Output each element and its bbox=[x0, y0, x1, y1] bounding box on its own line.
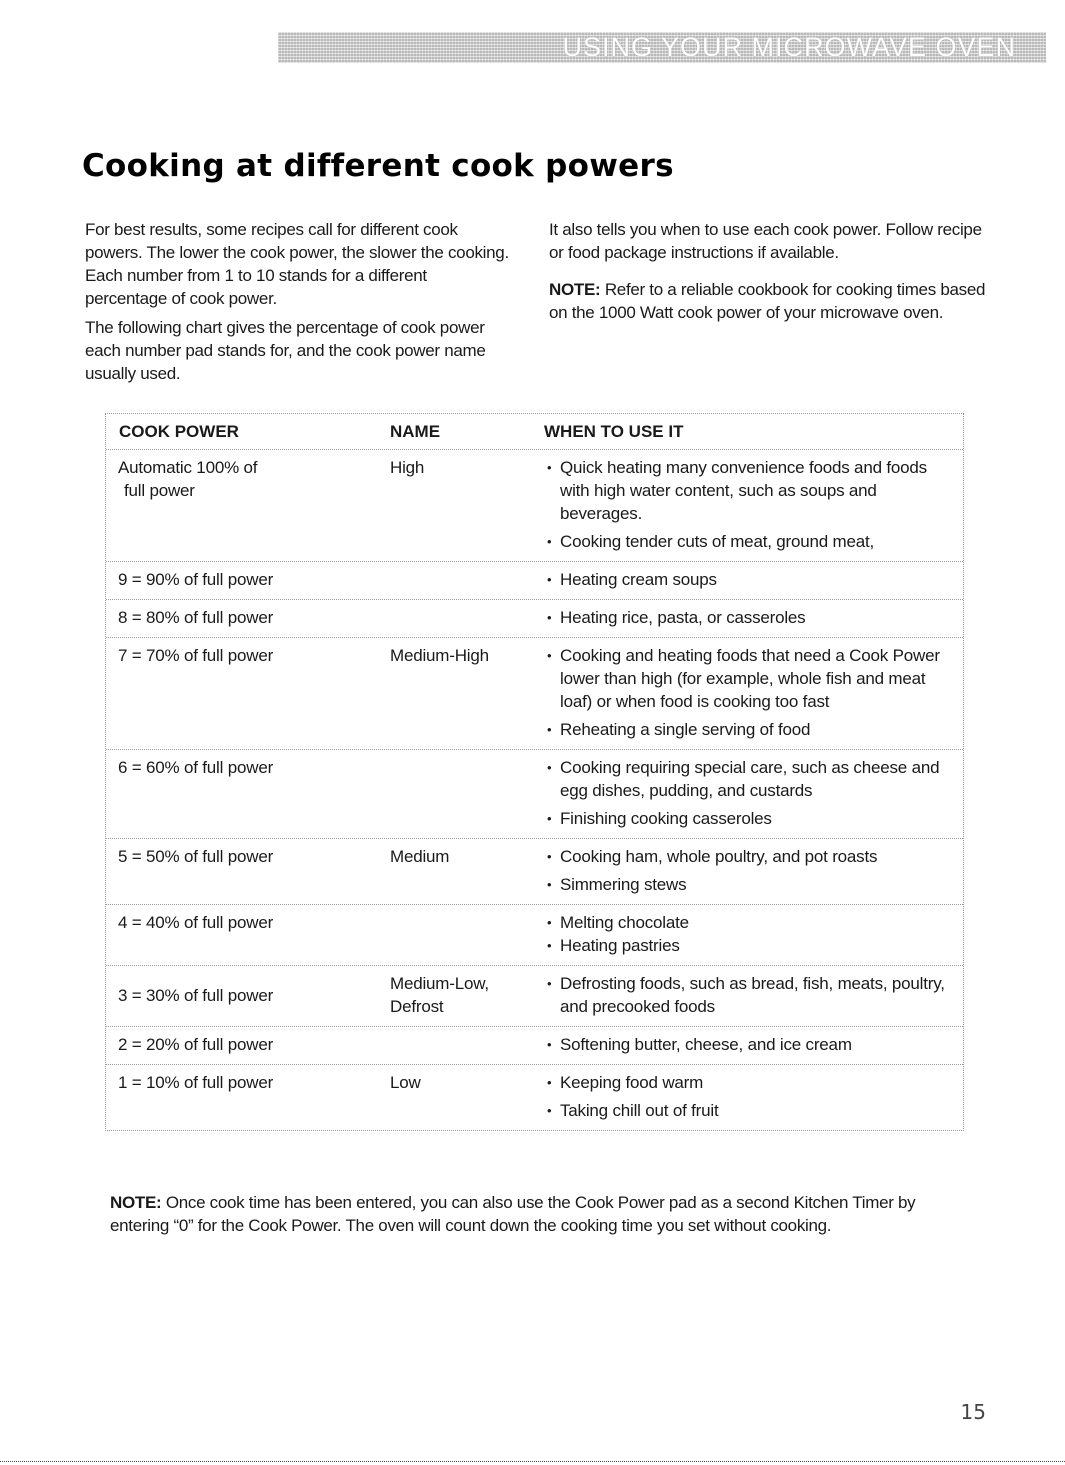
power-name-text: Medium-Low, bbox=[390, 974, 489, 993]
page-title: Cooking at different cook powers bbox=[82, 148, 674, 184]
cook-power-text: full power bbox=[124, 481, 195, 500]
use-item: • Heating pastries bbox=[547, 934, 953, 957]
table-row bbox=[106, 600, 963, 638]
section-header-banner bbox=[278, 32, 1046, 63]
intro-left-column bbox=[85, 218, 510, 391]
uses-cell bbox=[547, 562, 963, 599]
use-item: • Melting chocolate bbox=[547, 911, 953, 934]
power-name-cell: High bbox=[390, 458, 425, 477]
intro-paragraph: It also tells you when to use each cook power. Follow recipe or food package instructions if available. bbox=[549, 220, 982, 262]
table-row bbox=[106, 1065, 963, 1130]
note-label: NOTE: bbox=[110, 1193, 162, 1212]
uses-cell bbox=[547, 1027, 963, 1064]
table-row bbox=[106, 1027, 963, 1065]
table-header-row bbox=[106, 414, 963, 450]
intro-paragraph: For best results, some recipes call for different cook powers. The lower the cook power, the slower the cooking. Each number from 1 to 10 stands for a different percentage of cook power. bbox=[85, 220, 509, 308]
use-item: • Simmering stews bbox=[547, 873, 953, 896]
table-row bbox=[106, 638, 963, 750]
uses-cell bbox=[547, 750, 963, 838]
use-item: • Defrosting foods, such as bread, fish, meats, poultry, and precooked foods bbox=[547, 972, 953, 1018]
page-number: 15 bbox=[960, 1400, 986, 1424]
use-item: • Cooking tender cuts of meat, ground meat, bbox=[547, 530, 953, 553]
intro-note bbox=[549, 278, 994, 324]
use-item: • Cooking requiring special care, such as cheese and egg dishes, pudding, and custards bbox=[547, 756, 953, 802]
column-header-name: NAME bbox=[390, 422, 441, 441]
bottom-note bbox=[110, 1191, 940, 1237]
uses-cell bbox=[547, 600, 963, 637]
table-row bbox=[106, 562, 963, 600]
use-item: • Heating cream soups bbox=[547, 568, 953, 591]
power-name-cell bbox=[390, 972, 530, 1018]
use-item: • Taking chill out of fruit bbox=[547, 1099, 953, 1122]
uses-cell bbox=[547, 905, 963, 965]
power-name-cell: Low bbox=[390, 1073, 421, 1092]
use-item: • Finishing cooking casseroles bbox=[547, 807, 953, 830]
cook-power-table bbox=[105, 413, 964, 1131]
bottom-divider bbox=[0, 1461, 1065, 1462]
intro-right-column bbox=[549, 218, 994, 330]
cook-power-cell bbox=[118, 456, 368, 502]
table-row bbox=[106, 750, 963, 839]
use-item: • Cooking ham, whole poultry, and pot roasts bbox=[547, 845, 953, 868]
cook-power-cell: 4 = 40% of full power bbox=[118, 913, 274, 932]
use-item: • Heating rice, pasta, or casseroles bbox=[547, 606, 953, 629]
cook-power-cell: 3 = 30% of full power bbox=[118, 986, 274, 1005]
column-header-when-to-use: WHEN TO USE IT bbox=[544, 422, 684, 441]
intro-paragraph: The following chart gives the percentage of cook power each number pad stands for, and the cook power name usually used. bbox=[85, 318, 486, 383]
cook-power-cell: 9 = 90% of full power bbox=[118, 570, 274, 589]
table-row bbox=[106, 905, 963, 966]
cook-power-text: Automatic 100% of bbox=[118, 458, 258, 477]
uses-cell bbox=[547, 966, 963, 1026]
use-item: • Keeping food warm bbox=[547, 1071, 953, 1094]
note-text: Refer to a reliable cookbook for cooking times based on the 1000 Watt cook power of your microwave oven. bbox=[549, 280, 986, 322]
cook-power-cell: 7 = 70% of full power bbox=[118, 646, 274, 665]
note-text: Once cook time has been entered, you can also use the Cook Power pad as a second Kitchen Timer by entering “0” for the Cook Power. The oven will count down the cooking time you set without cooking. bbox=[110, 1193, 916, 1235]
power-name-cell: Medium-High bbox=[390, 646, 489, 665]
use-item: • Reheating a single serving of food bbox=[547, 718, 953, 741]
uses-cell bbox=[547, 450, 963, 561]
note-label: NOTE: bbox=[549, 280, 601, 299]
cook-power-cell: 6 = 60% of full power bbox=[118, 758, 274, 777]
power-name-cell: Medium bbox=[390, 847, 450, 866]
cook-power-cell: 8 = 80% of full power bbox=[118, 608, 274, 627]
column-header-cook-power: COOK POWER bbox=[119, 422, 239, 441]
cook-power-cell: 1 = 10% of full power bbox=[118, 1073, 274, 1092]
uses-cell bbox=[547, 839, 963, 904]
cook-power-cell: 2 = 20% of full power bbox=[118, 1035, 274, 1054]
table-row bbox=[106, 450, 963, 562]
uses-cell bbox=[547, 1065, 963, 1130]
section-header-text: USING YOUR MICROWAVE OVEN bbox=[562, 32, 1016, 62]
table-row bbox=[106, 839, 963, 905]
uses-cell bbox=[547, 638, 963, 749]
power-name-text: Defrost bbox=[390, 997, 444, 1016]
use-item: • Cooking and heating foods that need a Cook Power lower than high (for example, whole fish and meat loaf) or when food is cooking too fast bbox=[547, 644, 953, 713]
use-item: • Softening butter, cheese, and ice cream bbox=[547, 1033, 953, 1056]
use-item: • Quick heating many convenience foods and foods with high water content, such as soups and beverages. bbox=[547, 456, 953, 525]
cook-power-cell: 5 = 50% of full power bbox=[118, 847, 274, 866]
table-row bbox=[106, 966, 963, 1027]
